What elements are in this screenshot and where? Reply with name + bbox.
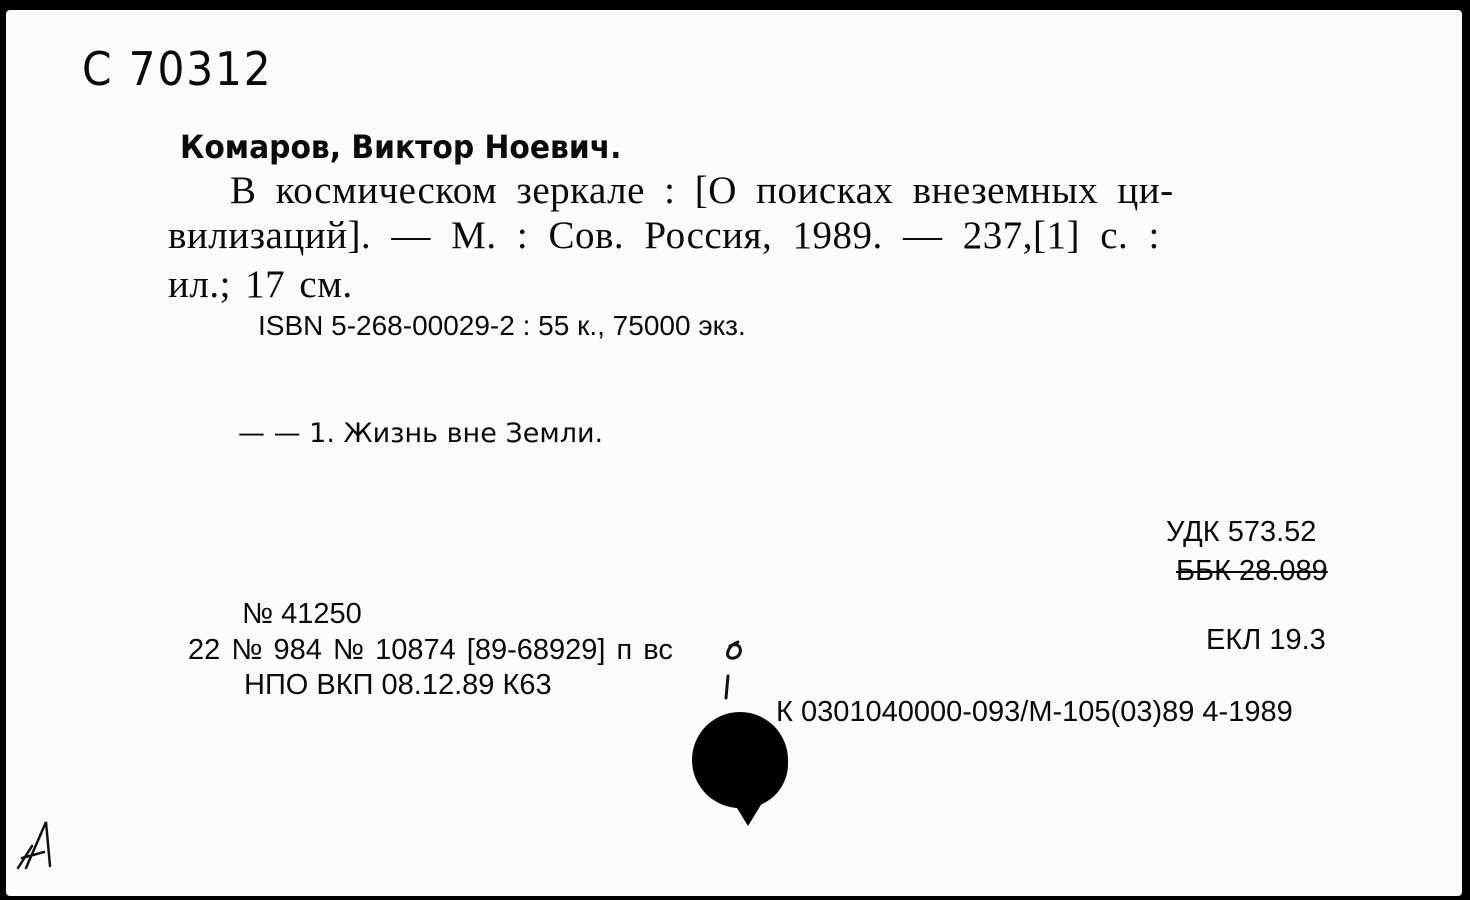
classification-code: К 0301040000-093/М-105(03)89 4-1989 xyxy=(776,696,1293,728)
title-line-1: В космическом зеркале : [О поисках внеземных ци- xyxy=(230,169,1174,212)
top-edge-mark xyxy=(468,0,470,10)
handwritten-mark xyxy=(716,636,750,706)
punched-hole-notch xyxy=(726,790,770,826)
title-line-3: ил.; 17 см. xyxy=(168,263,353,306)
title-line-2: вилизаций]. — М. : Сов. Россия, 1989. — 237,[1] с. : xyxy=(168,214,1160,257)
udk-code: УДК 573.52 xyxy=(1166,516,1317,548)
ekl-code: ЕКЛ 19.3 xyxy=(1206,624,1326,656)
subject-heading: — — 1. Жизнь вне Земли. xyxy=(238,418,604,449)
npo-line: НПО ВКП 08.12.89 К63 xyxy=(244,669,552,701)
order-line: 22 № 984 № 10874 [89-68929] п вс xyxy=(188,634,673,666)
handwritten-corner-mark xyxy=(14,818,56,872)
bbk-code-struck: ББК 28.089 xyxy=(1176,555,1328,587)
card-number: № 41250 xyxy=(242,598,362,630)
isbn-line: ISBN 5-268-00029-2 : 55 к., 75000 экз. xyxy=(258,310,746,341)
author-name: Комаров, Виктор Ноевич. xyxy=(180,128,622,166)
call-number: С 70312 xyxy=(82,42,273,96)
